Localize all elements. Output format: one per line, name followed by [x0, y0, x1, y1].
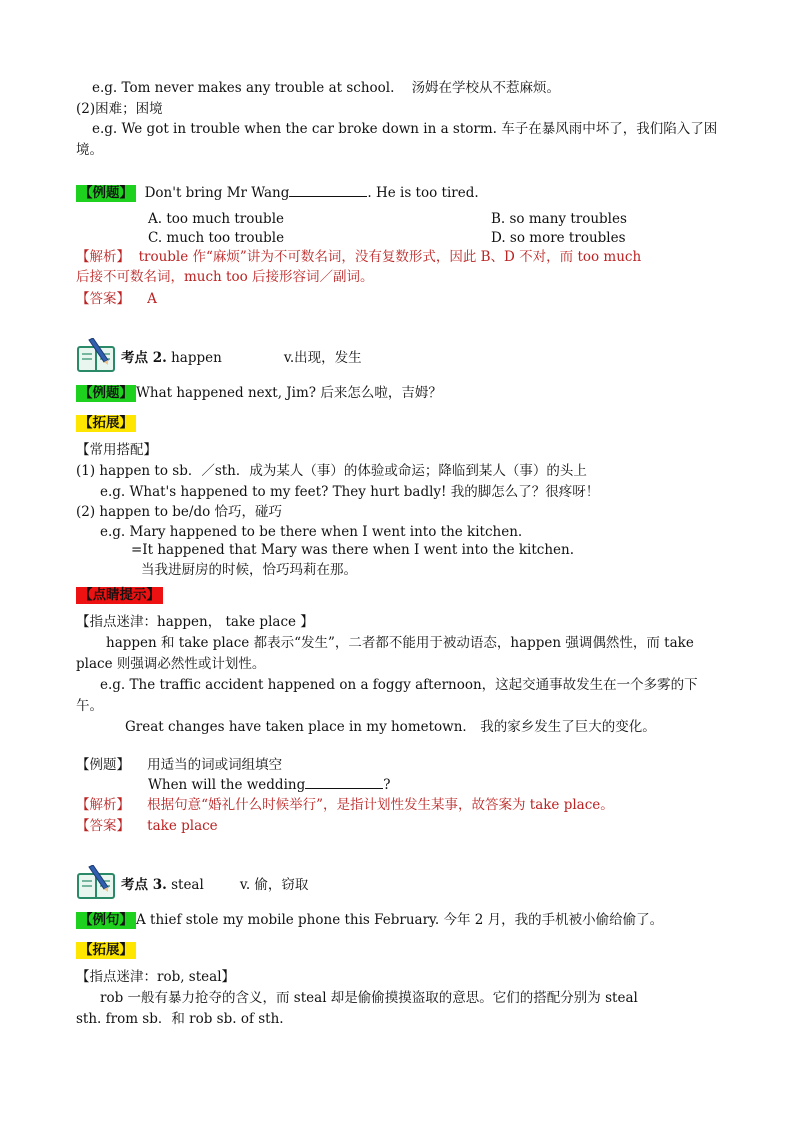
expand: [76, 941, 136, 959]
example-question: 【例题】 Don't bring Mr Wang . He is too tired.: [76, 184, 479, 202]
guide-text: rob 一般有暴力抢夺的含义，而 steal 却是偷偷摸摸盗取的意思。它们的搭配分别为 steal: [100, 990, 638, 1006]
kp-heading: 考点 2. happen v.出现，发生: [121, 350, 362, 366]
guide-example-cont: 午。: [76, 698, 103, 714]
collocation-1: (1) happen to sb．／sth．成为某人（事）的体验或命运；降临到某人（事）的头上: [76, 463, 587, 479]
expand-tag: 【拓展】: [76, 942, 136, 959]
example-sentence-cont: 境。: [76, 142, 103, 158]
example-sentence: 【例句】 A thief stole my mobile phone this February. 今年 2 月，我的手机被小偷给偷了。: [76, 911, 663, 929]
exercise-question: When will the wedding ?: [148, 777, 391, 793]
sentence-tag: 【例句】: [76, 912, 136, 929]
analysis-cont: 后接不可数名词，much too 后接形容词／副词。: [76, 269, 374, 285]
option-a: A. too much trouble: [148, 211, 284, 227]
option-c: C. much too trouble: [148, 230, 285, 246]
collocation-2-translation: 当我进厨房的时候，恰巧玛莉在那。: [141, 562, 357, 578]
guide-text-cont: place 则强调必然性或计划性。: [76, 656, 266, 672]
expand-tag: 【拓展】: [76, 415, 136, 432]
answer-tag: 【答案】: [76, 291, 130, 307]
analysis-tag: 【解析】: [76, 797, 130, 813]
example-sentence: e.g. Tom never makes any trouble at school. 汤姆在学校从不惹麻烦。: [92, 80, 561, 96]
answer-blank: [305, 776, 383, 789]
tip: [76, 586, 163, 604]
exercise-tag: 【例题】: [76, 757, 130, 773]
guide-heading: 【指点迷津：happen， take place 】: [76, 614, 314, 630]
guide-example: e.g. The traffic accident happened on a foggy afternoon，这起交通事故发生在一个多雾的下: [100, 677, 698, 693]
tip-tag: 【点睛提示】: [76, 587, 163, 604]
option-d: D. so more troubles: [491, 230, 626, 246]
guide-text-cont: sth. from sb．和 rob sb. of sth.: [76, 1011, 284, 1027]
option-b: B. so many troubles: [491, 211, 627, 227]
book-pencil-icon: [77, 338, 115, 372]
example: 【例题】 What happened next, Jim? 后来怎么啦，吉姆？: [76, 384, 442, 402]
exercise: 【例题】 用适当的词或词组填空: [76, 757, 283, 773]
analysis: 【解析】 根据句意“婚礼什么时候举行”，是指计划性发生某事，故答案为 take place。: [76, 797, 614, 813]
guide-example-2: Great changes have taken place in my hometown． 我的家乡发生了巨大的变化。: [125, 719, 656, 735]
kp-heading: 考点 3. steal v. 偷，窃取: [121, 877, 309, 893]
analysis-tag: 【解析】: [76, 249, 130, 265]
sense-heading: (2)困难；困境: [76, 101, 163, 117]
example-tag: 【例题】: [76, 385, 136, 402]
analysis: 【解析】 trouble 作“麻烦”讲为不可数名词，没有复数形式，因此 B、D 不对，而 too much: [76, 249, 642, 265]
answer: 【答案】 take place: [76, 818, 218, 834]
answer-blank: [289, 184, 367, 197]
collocation-2-example: e.g. Mary happened to be there when I went into the kitchen.: [100, 524, 523, 540]
guide-text: happen 和 take place 都表示“发生”，二者都不能用于被动语态，happen 强调偶然性，而 take: [106, 635, 694, 651]
guide-heading: 【指点迷津：rob, steal】: [76, 969, 236, 985]
answer-tag: 【答案】: [76, 818, 130, 834]
book-pencil-icon: [77, 865, 115, 899]
answer: 【答案】 A: [76, 291, 157, 307]
collocation-2: (2) happen to be/do 恰巧，碰巧: [76, 504, 283, 520]
collocation-1-example: e.g. What's happened to my feet? They hurt badly! 我的脚怎么了？很疼呀！: [100, 484, 600, 500]
collocation-2-example-alt: =It happened that Mary was there when I went into the kitchen.: [131, 542, 575, 558]
collocation-heading: 【常用搭配】: [76, 442, 157, 458]
expand: [76, 414, 136, 432]
example-sentence: e.g. We got in trouble when the car broke down in a storm. 车子在暴风雨中坏了，我们陷入了困: [92, 121, 718, 137]
example-tag: 【例题】: [76, 185, 136, 202]
